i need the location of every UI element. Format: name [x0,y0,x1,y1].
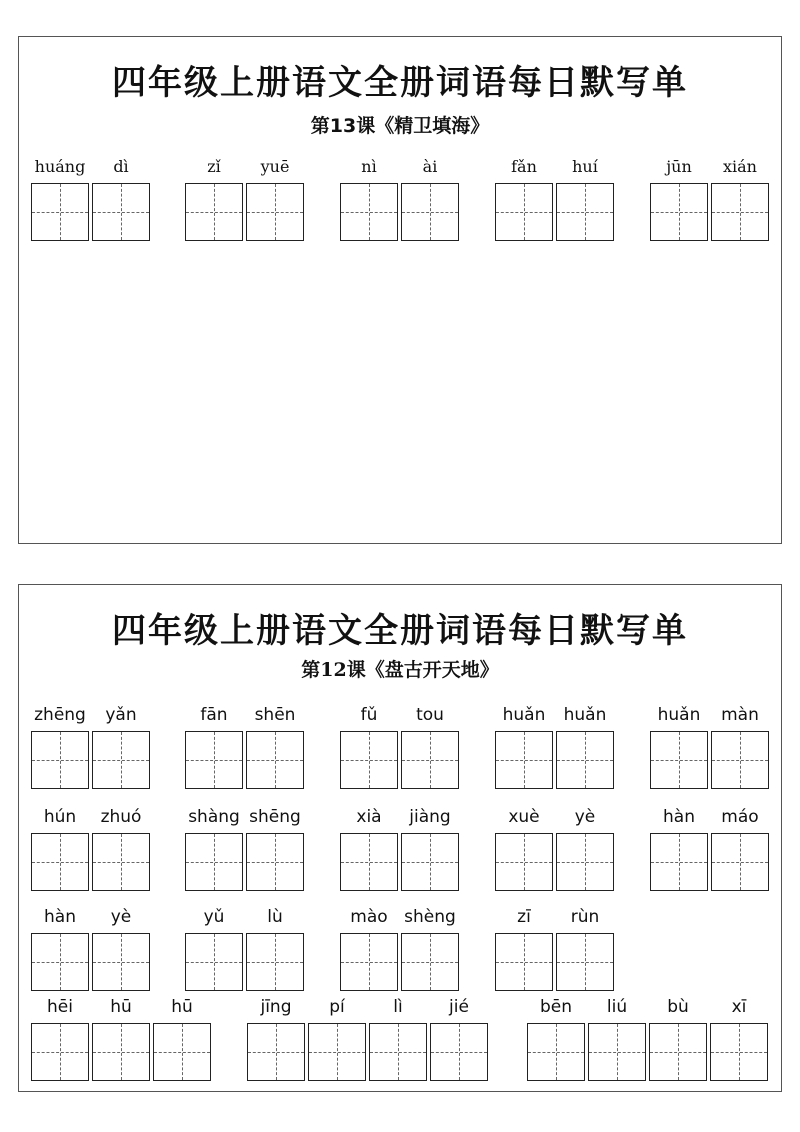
writing-cell[interactable] [649,1023,707,1081]
writing-cell[interactable] [369,1023,427,1081]
writing-cell[interactable] [92,1023,150,1081]
writing-cell[interactable] [92,933,150,991]
pinyin-label: fǎn [511,157,537,176]
pinyin-label: hàn [44,907,76,927]
pinyin-label: shēn [254,705,296,725]
pinyin-label: ài [422,157,438,176]
worksheet-lesson-12 [18,584,782,1092]
writing-cell[interactable] [185,833,243,891]
pinyin-label: dì [113,157,129,176]
writing-cell[interactable] [556,183,614,241]
pinyin-label: hū [110,997,132,1017]
pinyin-label: huáng [34,157,86,176]
lesson-subtitle: 第12课《盘古开天地》 [301,659,499,681]
writing-cell[interactable] [246,833,304,891]
writing-cell[interactable] [246,183,304,241]
pinyin-label: hàn [663,807,695,827]
pinyin-label: nì [361,157,377,176]
pinyin-label: tou [416,705,444,725]
pinyin-label: huí [572,157,598,176]
pinyin-label: hēi [47,997,73,1017]
pinyin-label: yè [574,807,596,827]
writing-cell[interactable] [31,933,89,991]
pinyin-label: xián [723,157,757,176]
writing-cell[interactable] [31,731,89,789]
writing-cell[interactable] [246,933,304,991]
pinyin-label: xuè [508,807,540,827]
pinyin-label: yǎn [105,705,137,725]
writing-cell[interactable] [495,731,553,789]
pinyin-label: pí [329,997,345,1017]
lesson-subtitle: 第13课《精卫填海》 [310,115,490,137]
writing-cell[interactable] [340,933,398,991]
pinyin-label: bēn [539,997,573,1017]
writing-cell[interactable] [401,731,459,789]
writing-cell[interactable] [650,731,708,789]
writing-cell[interactable] [185,731,243,789]
writing-cell[interactable] [92,833,150,891]
writing-cell[interactable] [711,731,769,789]
writing-cell[interactable] [401,933,459,991]
pinyin-label: xià [356,807,382,827]
writing-cell[interactable] [246,731,304,789]
writing-cell[interactable] [92,731,150,789]
pinyin-label: xī [731,997,747,1017]
pinyin-label: huǎn [657,705,701,725]
pinyin-label: yè [110,907,132,927]
writing-cell[interactable] [588,1023,646,1081]
pinyin-label: zhuó [100,807,142,827]
pinyin-label: zǐ [207,157,221,176]
worksheet-title: 四年级上册语文全册词语每日默写单 [112,611,688,651]
pinyin-label: yǔ [203,907,225,927]
pinyin-label: liú [606,997,628,1017]
writing-cell[interactable] [31,833,89,891]
writing-cell[interactable] [340,183,398,241]
writing-cell[interactable] [650,183,708,241]
pinyin-label: yuē [260,157,290,176]
writing-cell[interactable] [556,833,614,891]
writing-cell[interactable] [711,833,769,891]
writing-cell[interactable] [401,183,459,241]
pinyin-label: jūn [666,157,692,176]
pinyin-label: mào [350,907,388,927]
pinyin-label: hún [43,807,77,827]
pinyin-label: fān [200,705,228,725]
writing-cell[interactable] [185,933,243,991]
writing-cell[interactable] [401,833,459,891]
pinyin-label: jīng [260,997,292,1017]
writing-cell[interactable] [495,183,553,241]
pinyin-label: màn [721,705,759,725]
pinyin-label: fǔ [360,705,378,725]
pinyin-label: máo [721,807,759,827]
writing-cell[interactable] [340,833,398,891]
writing-cell[interactable] [556,731,614,789]
pinyin-label: shàng [188,807,240,827]
writing-cell[interactable] [185,183,243,241]
worksheet-lesson-13 [18,36,782,544]
writing-cell[interactable] [556,933,614,991]
pinyin-label: jié [449,997,469,1017]
writing-cell[interactable] [92,183,150,241]
writing-cell[interactable] [247,1023,305,1081]
writing-cell[interactable] [31,1023,89,1081]
pinyin-label: rùn [570,907,600,927]
worksheet-title: 四年级上册语文全册词语每日默写单 [112,63,688,103]
pinyin-label: zhēng [34,705,86,725]
writing-cell[interactable] [31,183,89,241]
pinyin-label: shèng [404,907,456,927]
pinyin-label: zī [517,907,531,927]
writing-cell[interactable] [710,1023,768,1081]
writing-cell[interactable] [495,833,553,891]
writing-cell[interactable] [711,183,769,241]
pinyin-label: lì [393,997,403,1017]
writing-cell[interactable] [650,833,708,891]
writing-cell[interactable] [153,1023,211,1081]
writing-cell[interactable] [340,731,398,789]
pinyin-label: lù [267,907,283,927]
pinyin-label: shēng [249,807,301,827]
pinyin-label: huǎn [563,705,607,725]
writing-cell[interactable] [430,1023,488,1081]
writing-cell[interactable] [527,1023,585,1081]
pinyin-label: bù [667,997,689,1017]
writing-cell[interactable] [308,1023,366,1081]
writing-cell[interactable] [495,933,553,991]
pinyin-label: jiàng [409,807,451,827]
pinyin-label: hū [171,997,193,1017]
pinyin-label: huǎn [502,705,546,725]
